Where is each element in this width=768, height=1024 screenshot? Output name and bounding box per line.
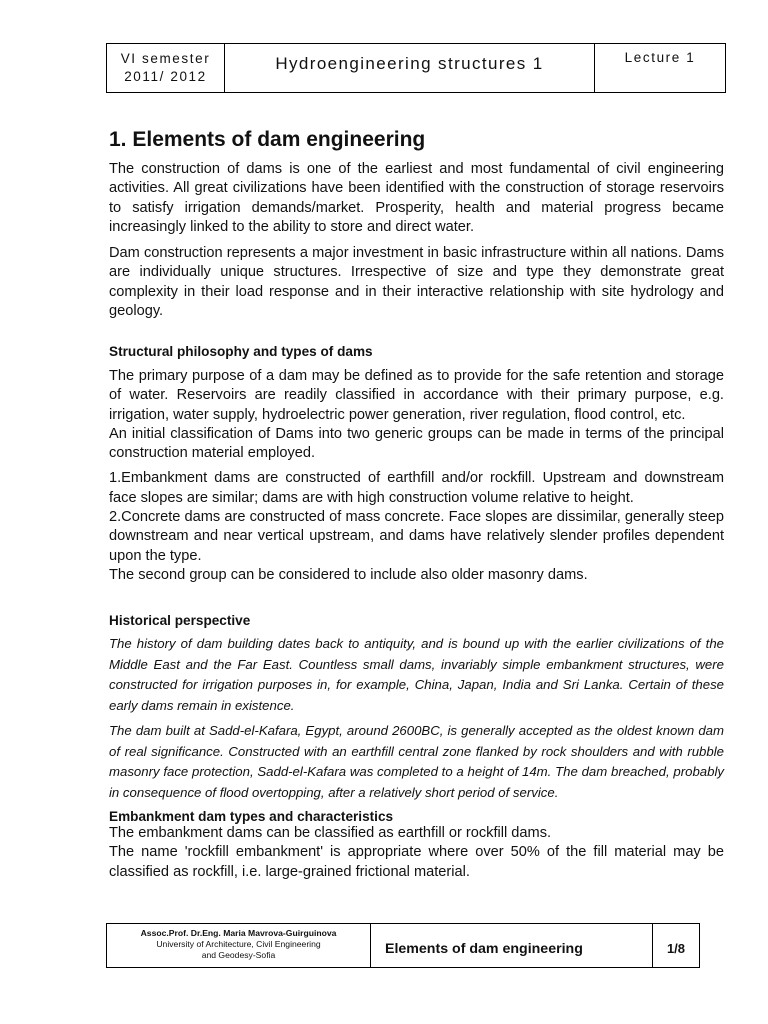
page-footer xyxy=(106,923,700,968)
page-header xyxy=(106,43,726,93)
paragraph: An initial classification of Dams into two generic groups can be made in terms of the principal construction material employed. xyxy=(109,425,724,462)
institution-line-1: University of Architecture, Civil Engineering xyxy=(156,939,321,949)
paragraph: The name 'rockfill embankment' is appropriate where over 50% of the fill material may be classified as rockfill, i.e. large-grained frictional material. xyxy=(109,844,724,880)
paragraph: The dam built at Sadd-el-Kafara, Egypt, around 2600BC, is generally accepted as the oldest known dam of real significance. Constructed with an earthfill central zone flanked by rock shoulders and with rubble masonry face protection, Sadd-el-Kafara was completed to a height of 14m. The dam breached, probably in consequence of flood overtopping, after a relatively short period of service. xyxy=(109,723,724,800)
list-item: 1.Embankment dams are constructed of earthfill and/or rockfill. Upstream and downstream face slopes are similar; dams are with high construction volume relative to height. xyxy=(109,470,724,506)
intro-paragraph-2: Dam construction represents a major investment in basic infrastructure within all nations. Dams are individually unique structures. Irrespective of size and type they demonstrate great complexity in their load response and in their interactive relationship with site hydrology and geology. xyxy=(109,245,724,320)
section-heading: Structural philosophy and types of dams xyxy=(109,344,373,359)
section-heading: Historical perspective xyxy=(109,613,251,628)
semester-label: VI semester xyxy=(120,51,211,66)
page-number: 1/8 xyxy=(666,941,686,956)
course-title: Hydroengineering structures 1 xyxy=(225,44,595,92)
lecture-number: Lecture 1 xyxy=(624,50,696,65)
historical-section xyxy=(109,613,724,803)
paragraph: The second group can be considered to include also older masonry dams. xyxy=(109,566,588,583)
section-heading: Embankment dam types and characteristics xyxy=(109,809,394,824)
semester-cell xyxy=(107,44,225,92)
institution-line-2: and Geodesy-Sofia xyxy=(201,950,276,960)
list-item: 2.Concrete dams are constructed of mass concrete. Face slopes are dissimilar, generally steep downstream and near vertical upstream, and dams have relatively slender profiles dependent upon the type. xyxy=(109,509,724,564)
paragraph: The embankment dams can be classified as earthfill or rockfill dams. xyxy=(109,825,552,841)
academic-year: 2011/ 2012 xyxy=(124,69,207,84)
author-cell xyxy=(107,924,371,967)
author-name: Assoc.Prof. Dr.Eng. Maria Mavrova-Guirguinova xyxy=(140,928,337,938)
structural-philosophy-section xyxy=(109,344,724,585)
paragraph: The history of dam building dates back to antiquity, and is bound up with the earlier civilizations of the Middle East and the Far East. Countless small dams, invariably simple embankment structures, were constructed for irrigation purposes in, for example, China, Japan, India and Sri Lanka. Certain of these early dams remain in existence. xyxy=(109,636,724,713)
paragraph: The primary purpose of a dam may be defined as to provide for the safe retention and storage of water. Reservoirs are readily classified in accordance with their primary purpose, e.g. irrigation, water supply, hydroelectric power generation, river regulation, flood control, etc. xyxy=(109,368,724,423)
footer-topic: Elements of dam engineering xyxy=(371,924,653,967)
intro-section xyxy=(109,160,724,321)
intro-paragraph-1: The construction of dams is one of the earliest and most fundamental of civil engineering activities. All great civilizations have been identified with the construction of storage reservoirs to satisfy irrigation demands/market. Prosperity, health and material progress became increasingly linked to the ability to store and direct water. xyxy=(109,161,724,235)
embankment-section xyxy=(109,809,724,882)
page-title: 1. Elements of dam engineering xyxy=(109,128,426,151)
